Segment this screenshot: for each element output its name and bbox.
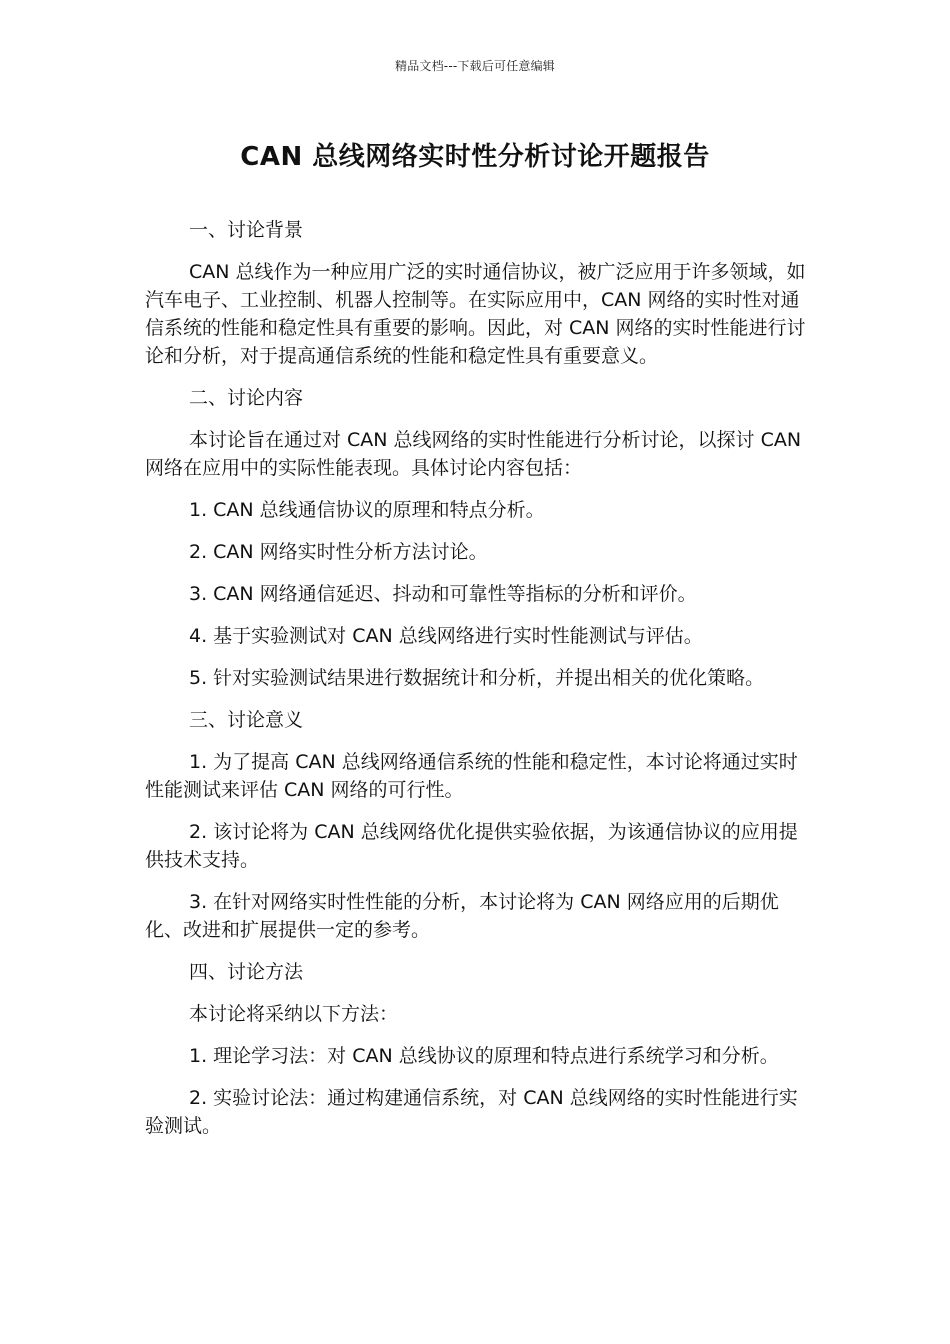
section-heading-content: 二、讨论内容 [189,387,304,409]
list-item: 3. 在针对网络实时性性能的分析，本讨论将为 CAN 网络应用的后期优化、改进和扩展提供一定的参考。 [145,891,779,941]
list-item: 5. 针对实验测试结果进行数据统计和分析，并提出相关的优化策略。 [189,667,765,689]
document-body [145,216,810,1154]
list-item: 4. 基于实验测试对 CAN 总线网络进行实时性能测试与评估。 [189,625,703,647]
list-item: 1. 理论学习法：对 CAN 总线协议的原理和特点进行系统学习和分析。 [189,1045,779,1067]
section-heading-methods: 四、讨论方法 [189,961,304,983]
paragraph: 本讨论旨在通过对 CAN 总线网络的实时性能进行分析讨论，以探讨 CAN 网络在应用中的实际性能表现。具体讨论内容包括： [145,429,802,479]
paragraph: CAN 总线作为一种应用广泛的实时通信协议，被广泛应用于许多领域，如汽车电子、工业控制、机器人控制等。在实际应用中，CAN 网络的实时性对通信系统的性能和稳定性具有重要的影响。因此，对 CAN 网络的实时性能进行讨论和分析，对于提高通信系统的性能和稳定性具有重要意义。 [145,261,806,367]
header-note: 精品文档---下载后可任意编辑 [395,59,555,73]
list-item: 3. CAN 网络通信延迟、抖动和可靠性等指标的分析和评价。 [189,583,697,605]
document-title: CAN 总线网络实时性分析讨论开题报告 [240,142,710,172]
list-item: 2. 实验讨论法：通过构建通信系统，对 CAN 总线网络的实时性能进行实验测试。 [145,1087,798,1137]
section-heading-significance: 三、讨论意义 [189,709,304,731]
section-heading-background: 一、讨论背景 [189,219,304,241]
list-item: 2. 该讨论将为 CAN 总线网络优化提供实验依据，为该通信协议的应用提供技术支持。 [145,821,798,871]
paragraph: 本讨论将采纳以下方法： [189,1003,399,1025]
list-item: 1. CAN 总线通信协议的原理和特点分析。 [189,499,545,521]
list-item: 2. CAN 网络实时性分析方法讨论。 [189,541,488,563]
list-item: 1. 为了提高 CAN 总线网络通信系统的性能和稳定性，本讨论将通过实时性能测试来评估 CAN 网络的可行性。 [145,751,798,801]
